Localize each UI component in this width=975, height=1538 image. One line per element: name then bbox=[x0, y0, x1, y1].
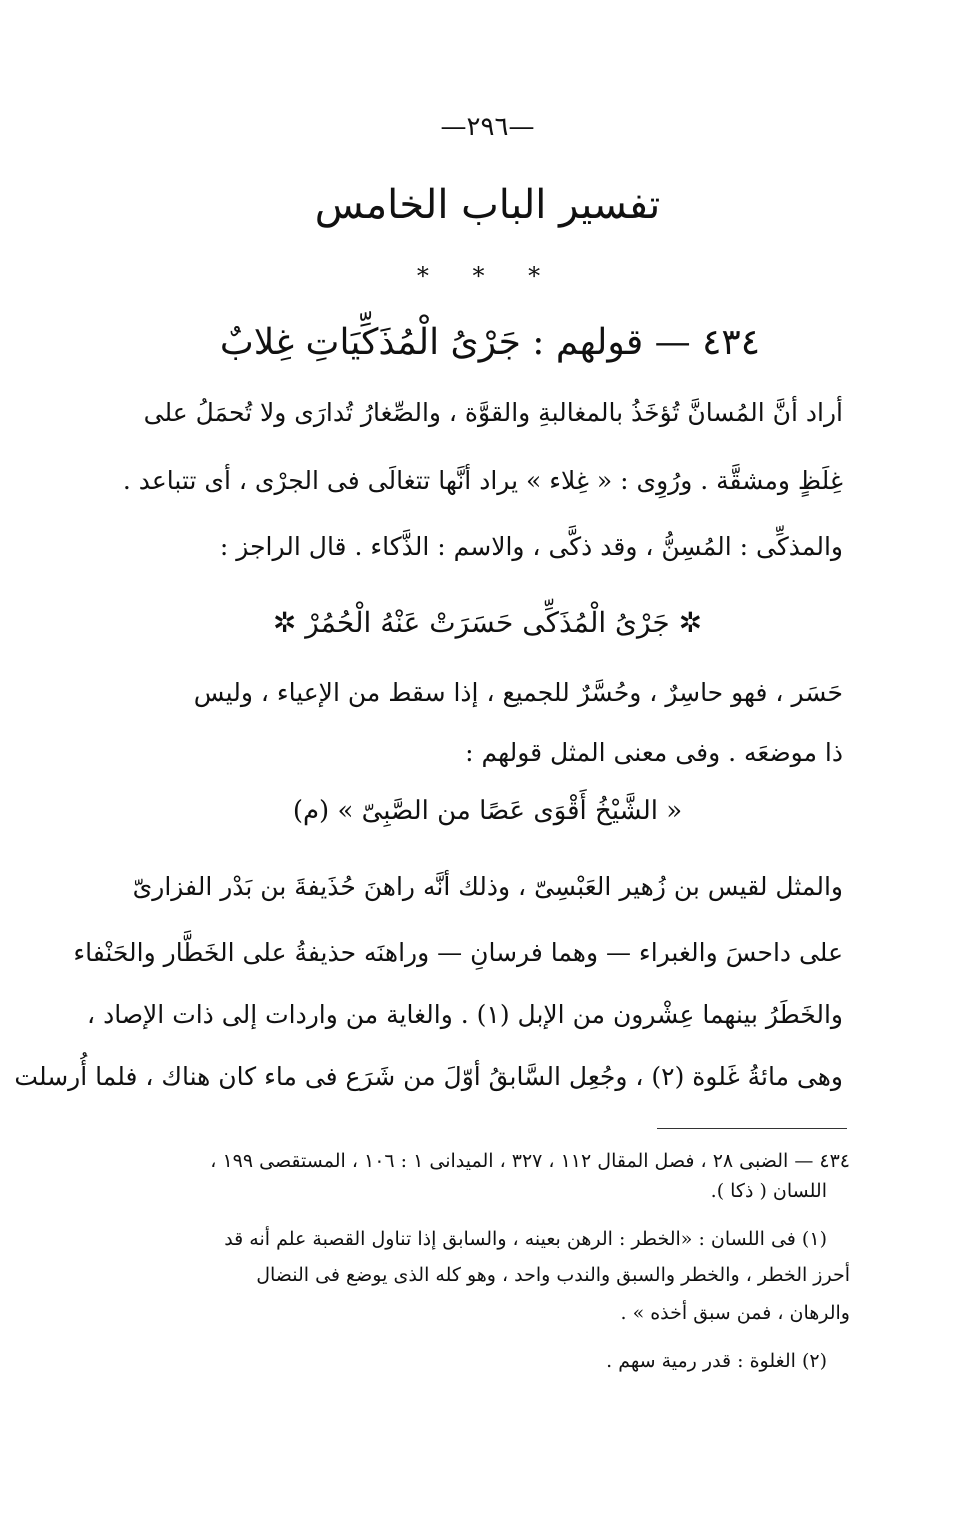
footnote-1: أحرز الخطر ، والخطر والسبق والندب واحد ، وهو كله الذى يوضع فى النضال bbox=[256, 1264, 850, 1286]
footnote-rule bbox=[657, 1128, 847, 1129]
footnote-1: والرهان ، فمن سبق أخذه » . bbox=[620, 1302, 850, 1324]
body-line: وهى مائةُ غَلوة (٢) ، وجُعِل السَّابقُ أوّلَ من شَرَع فى ماء كان هناك ، فلما أُرسلت bbox=[14, 1062, 843, 1091]
body-line: على داحسَ والغبراء — وهما فرسانِ — وراهنَه حذيفةُ على الخَطَّار والحَنْفاء bbox=[73, 938, 843, 967]
footnote-2: (٢) الغلوة : قدر رمية سهم . bbox=[606, 1350, 827, 1372]
body-line: والمثل لقيس بن زُهير العَبْسِىّ ، وذلك أنَّه راهنَ حُذَيفةَ بن بَدْر الفزارىّ bbox=[132, 872, 843, 901]
source-note: ٤٣٤ — الضبى ٢٨ ، فصل المقال ١١٢ ، ٣٢٧ ، الميدانى ١ : ١٠٦ ، المستقصى ١٩٩ ، bbox=[210, 1150, 850, 1172]
verse-line: ✲ جَرْىُ الْمُذَكِّى حَسَرَتْ عَنْهُ الْحُمُرْ ✲ bbox=[272, 606, 703, 639]
footnote-1: (١) فى اللسان : «الخطر : الرهن بعينه ، والسابق إذا تناول القصبة علم أنه قد bbox=[224, 1228, 827, 1250]
proverb-line: « الشَّيْخُ أَقْوَى عَصًا من الصَّبِىّ » (م) bbox=[292, 796, 683, 826]
body-line: والخَطَرُ بينهما عِشْرون من الإبل (١) . والغاية من واردات إلى ذات الإصاد ، bbox=[87, 1000, 843, 1029]
entry-heading: ٤٣٤ — قولهم : جَرْىُ الْمُذَكِّيَاتِ غِلابٌ bbox=[219, 322, 761, 363]
chapter-title: تفسير الباب الخامس bbox=[314, 182, 661, 228]
body-line: والمذكِّى : المُسِنُّ ، وقد ذكَّى ، والاسم : الذَّكاء . قال الراجز : bbox=[219, 532, 843, 561]
source-note: اللسان ( ذكا ). bbox=[710, 1180, 827, 1202]
page-number: —٢٩٦— bbox=[440, 112, 535, 142]
body-line: أراد أنَّ المُسانَّ تُؤخَذُ بالمغالبةِ والقوَّة ، والصِّغارُ تُدارَى ولا تُحمَلُ على bbox=[143, 398, 843, 427]
body-line: غِلَظٍ ومشقَّة . ورُوِى : « غِلاء » يراد أنَّها تتغالَى فى الجرْى ، أى تتباعد . bbox=[122, 466, 843, 495]
body-line: حَسَر ، فهو حاسِرٌ ، وحُسَّرٌ للجميع ، إذا سقط من الإعياء ، وليس bbox=[193, 678, 843, 707]
body-line: ذا موضعَه . وفى معنى المثل قولهم : bbox=[465, 738, 843, 767]
section-separator: * * * bbox=[416, 262, 559, 290]
